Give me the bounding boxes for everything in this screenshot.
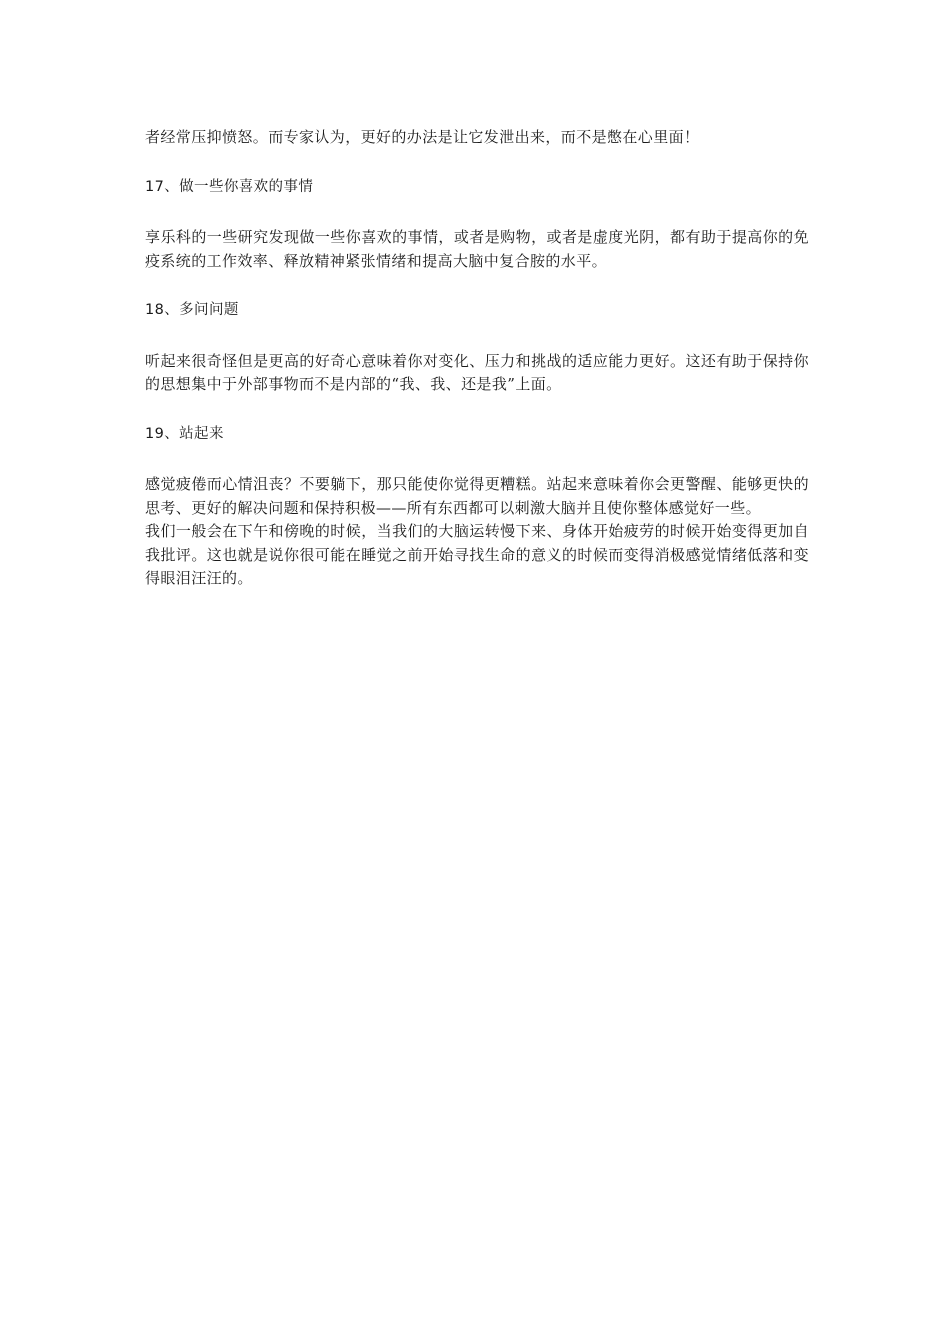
paragraph-19-b: 我们一般会在下午和傍晚的时候，当我们的大脑运转慢下来、身体开始疲劳的时候开始变得更加自我批评。这也就是说你很可能在睡觉之前开始寻找生命的意义的时候而变得消极感觉情绪低落和变得眼泪汪汪的。 <box>145 522 809 587</box>
paragraph-anger-conclusion: 者经常压抑愤怒。而专家认为，更好的办法是让它发泄出来，而不是憋在心里面！ <box>145 128 700 146</box>
paragraph-17: 享乐科的一些研究发现做一些你喜欢的事情，或者是购物，或者是虚度光阴，都有助于提高你的免疫系统的工作效率、释放精神紧张情绪和提高大脑中复合胺的水平。 <box>145 228 809 270</box>
paragraph-19-a: 感觉疲倦而心情沮丧？不要躺下，那只能使你觉得更糟糕。站起来意味着你会更警醒、能够更快的思考、更好的解决问题和保持积极——所有东西都可以刺激大脑并且使你整体感觉好一些。 <box>145 475 809 517</box>
paragraph-18: 听起来很奇怪但是更高的好奇心意味着你对变化、压力和挑战的适应能力更好。这还有助于保持你的思想集中于外部事物而不是内部的“我、我、还是我”上面。 <box>145 351 809 393</box>
document-body <box>145 126 809 591</box>
heading-19: 19、站起来 <box>145 425 224 442</box>
heading-17: 17、做一些你喜欢的事情 <box>145 178 314 195</box>
heading-18: 18、多问问题 <box>145 302 239 318</box>
